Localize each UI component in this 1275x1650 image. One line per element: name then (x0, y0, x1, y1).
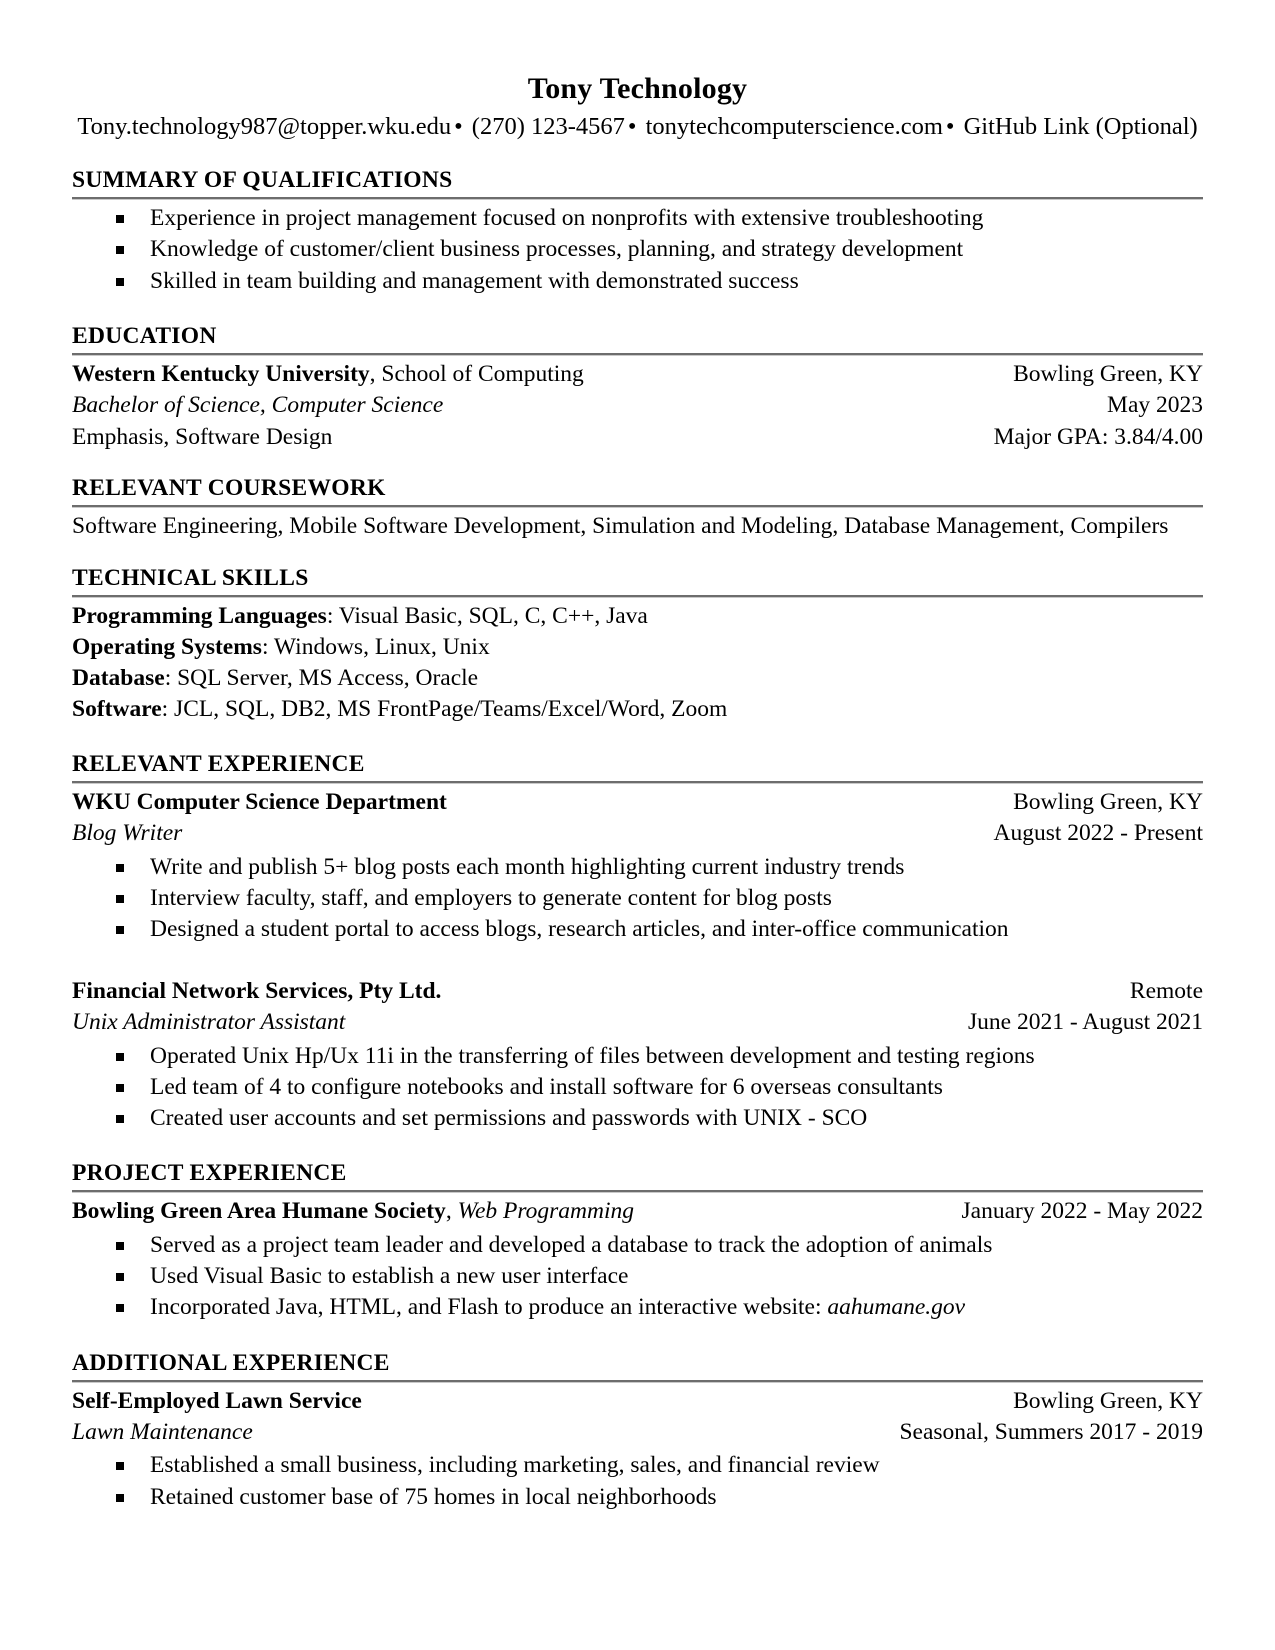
section-divider-technical-skills (72, 595, 1203, 598)
section-divider-summary (72, 197, 1203, 200)
skill-value: : Visual Basic, SQL, C, C++, Java (326, 602, 648, 629)
experience-bullet-list (72, 1041, 1203, 1135)
bullet-text: Designed a student portal to access blogs, research articles, and inter-office communication (150, 916, 1009, 943)
bullet-text: Served as a project team leader and developed a database to track the adoption of animals (150, 1231, 993, 1258)
square-bullet-icon (116, 864, 124, 872)
skill-value: : JCL, SQL, DB2, MS FrontPage/Teams/Excel/Word, Zoom (161, 695, 728, 722)
project-organization: Bowling Green Area Humane Society (72, 1198, 446, 1225)
section-education (72, 323, 1203, 453)
project-title-group (72, 1196, 634, 1227)
section-divider-coursework (72, 505, 1203, 508)
education-school-row (72, 359, 1203, 390)
bullet-text: Led team of 4 to configure notebooks and install software for 6 overseas consultants (150, 1073, 943, 1100)
contact-separator-1: • (454, 112, 463, 140)
list-item (72, 203, 1203, 234)
project-role: Web Programming (457, 1198, 635, 1225)
additional-entry-lawn-service (72, 1386, 1203, 1513)
education-gpa: Major GPA: 3.84/4.00 (993, 423, 1203, 450)
list-item (72, 914, 1203, 945)
section-heading-project-experience: PROJECT EXPERIENCE (72, 1160, 347, 1187)
bullet-text: Skilled in team building and management with demonstrated success (150, 267, 799, 294)
skill-row-programming-languages (72, 601, 1203, 632)
section-relevant-coursework (72, 475, 1203, 543)
bullet-website-link: aahumane.gov (827, 1294, 966, 1321)
section-divider-additional-experience (72, 1380, 1203, 1383)
section-divider-project-experience (72, 1190, 1203, 1193)
section-summary-of-qualifications (72, 167, 1203, 297)
section-technical-skills (72, 565, 1203, 725)
list-item (72, 1450, 1203, 1481)
education-emphasis: Emphasis, Software Design (72, 423, 333, 450)
skill-label: Programming Languages (72, 602, 327, 629)
square-bullet-icon (116, 1242, 124, 1250)
bullet-text: Established a small business, including marketing, sales, and financial review (150, 1452, 880, 1479)
bullet-text: Write and publish 5+ blog posts each month highlighting current industry trends (150, 853, 905, 880)
square-bullet-icon (116, 1462, 124, 1470)
project-bullet-list (72, 1230, 1203, 1324)
experience-title-row (72, 818, 1203, 849)
education-graduation-date: May 2023 (1107, 392, 1203, 419)
skill-row-operating-systems (72, 632, 1203, 663)
skill-label: Database (72, 664, 165, 691)
education-school-dept: , School of Computing (369, 360, 584, 387)
additional-bullet-list (72, 1450, 1203, 1513)
list-item (72, 1072, 1203, 1103)
square-bullet-icon (116, 1084, 124, 1092)
bullet-text: Experience in project management focused on nonprofits with extensive troubleshooting (150, 205, 984, 231)
experience-title-row (72, 1007, 1203, 1038)
education-emphasis-row (72, 422, 1203, 453)
bullet-text: Knowledge of customer/client business processes, planning, and strategy development (150, 236, 964, 263)
list-item (72, 1230, 1203, 1261)
project-entry-humane-society (72, 1196, 1203, 1323)
bullet-text: Incorporated Java, HTML, and Flash to produce an interactive website: (150, 1294, 828, 1321)
contact-separator-3: • (945, 112, 955, 140)
list-item (72, 1103, 1203, 1134)
contact-website: tonytechcomputerscience.com (645, 112, 943, 140)
list-item (72, 1292, 1203, 1323)
section-heading-additional-experience: ADDITIONAL EXPERIENCE (72, 1349, 390, 1376)
list-item (72, 1041, 1203, 1072)
bullet-text: Used Visual Basic to establish a new user interface (150, 1263, 629, 1289)
list-item (72, 266, 1203, 297)
list-item (72, 1261, 1203, 1292)
project-role-separator: , (445, 1198, 458, 1225)
skill-value: : Windows, Linux, Unix (261, 633, 490, 660)
square-bullet-icon (116, 215, 124, 223)
section-heading-education: EDUCATION (72, 322, 217, 349)
skill-row-software (72, 694, 1203, 725)
section-divider-relevant-experience (72, 781, 1203, 784)
additional-title-row (72, 1417, 1203, 1448)
candidate-name: Tony Technology (527, 72, 748, 105)
bullet-text: Operated Unix Hp/Ux 11i in the transferring of files between development and testing regions (150, 1042, 1035, 1069)
square-bullet-icon (116, 246, 124, 254)
experience-organization: WKU Computer Science Department (72, 788, 447, 815)
project-dates: January 2022 - May 2022 (961, 1198, 1203, 1225)
education-school (72, 359, 584, 390)
contact-line (72, 112, 1203, 141)
bullet-text: Retained customer base of 75 homes in local neighborhoods (150, 1483, 717, 1510)
experience-organization: Financial Network Services, Pty Ltd. (72, 977, 442, 1004)
education-degree: Bachelor of Science, Computer Science (72, 392, 444, 419)
additional-location: Bowling Green, KY (1013, 1387, 1203, 1414)
skill-label: Operating Systems (72, 633, 262, 660)
square-bullet-icon (116, 895, 124, 903)
square-bullet-icon (116, 278, 124, 286)
education-school-name: Western Kentucky University (72, 360, 370, 387)
square-bullet-icon (116, 1115, 124, 1123)
square-bullet-icon (116, 1053, 124, 1061)
experience-bullet-list (72, 852, 1203, 946)
square-bullet-icon (116, 926, 124, 934)
experience-header-row (72, 787, 1203, 818)
section-project-experience (72, 1160, 1203, 1323)
section-additional-experience (72, 1350, 1203, 1513)
education-location: Bowling Green, KY (1013, 360, 1203, 387)
list-item (72, 1482, 1203, 1513)
list-item (72, 852, 1203, 883)
additional-job-title: Lawn Maintenance (72, 1419, 253, 1445)
experience-header-row (72, 976, 1203, 1007)
additional-dates: Seasonal, Summers 2017 - 2019 (899, 1419, 1203, 1445)
section-relevant-experience (72, 751, 1203, 1134)
experience-entry-wku (72, 787, 1203, 946)
education-degree-row (72, 390, 1203, 421)
skill-row-database (72, 663, 1203, 694)
contact-phone: (270) 123-4567 (471, 112, 625, 140)
contact-email: Tony.technology987@topper.wku.edu (77, 112, 452, 140)
experience-entry-financial-network (72, 976, 1203, 1135)
square-bullet-icon (116, 1304, 124, 1312)
square-bullet-icon (116, 1494, 124, 1502)
experience-location: Bowling Green, KY (1013, 788, 1203, 815)
contact-separator-2: • (627, 112, 637, 140)
square-bullet-icon (116, 1273, 124, 1281)
section-heading-summary: SUMMARY OF QUALIFICATIONS (72, 166, 453, 193)
section-heading-coursework: RELEVANT COURSEWORK (72, 475, 386, 502)
project-header-row (72, 1196, 1203, 1227)
coursework-list: Software Engineering, Mobile Software Development, Simulation and Modeling, Database Management, Compilers (72, 513, 1169, 540)
section-heading-technical-skills: TECHNICAL SKILLS (72, 564, 309, 591)
bullet-text: Created user accounts and set permissions and passwords with UNIX - SCO (150, 1105, 868, 1131)
additional-header-row (72, 1386, 1203, 1417)
list-item (72, 234, 1203, 265)
section-heading-relevant-experience: RELEVANT EXPERIENCE (72, 750, 365, 777)
skill-label: Software (72, 695, 162, 722)
summary-bullet-list (72, 203, 1203, 297)
experience-job-title: Blog Writer (72, 820, 183, 847)
list-item (72, 883, 1203, 914)
skill-value: : SQL Server, MS Access, Oracle (164, 664, 479, 691)
experience-dates: June 2021 - August 2021 (968, 1009, 1203, 1036)
contact-github: GitHub Link (Optional) (963, 112, 1198, 140)
experience-location: Remote (1129, 977, 1203, 1004)
experience-job-title: Unix Administrator Assistant (72, 1009, 346, 1036)
bullet-text: Interview faculty, staff, and employers to generate content for blog posts (150, 885, 832, 912)
section-divider-education (72, 353, 1203, 356)
additional-organization: Self-Employed Lawn Service (72, 1387, 362, 1414)
experience-dates: August 2022 - Present (993, 820, 1203, 847)
